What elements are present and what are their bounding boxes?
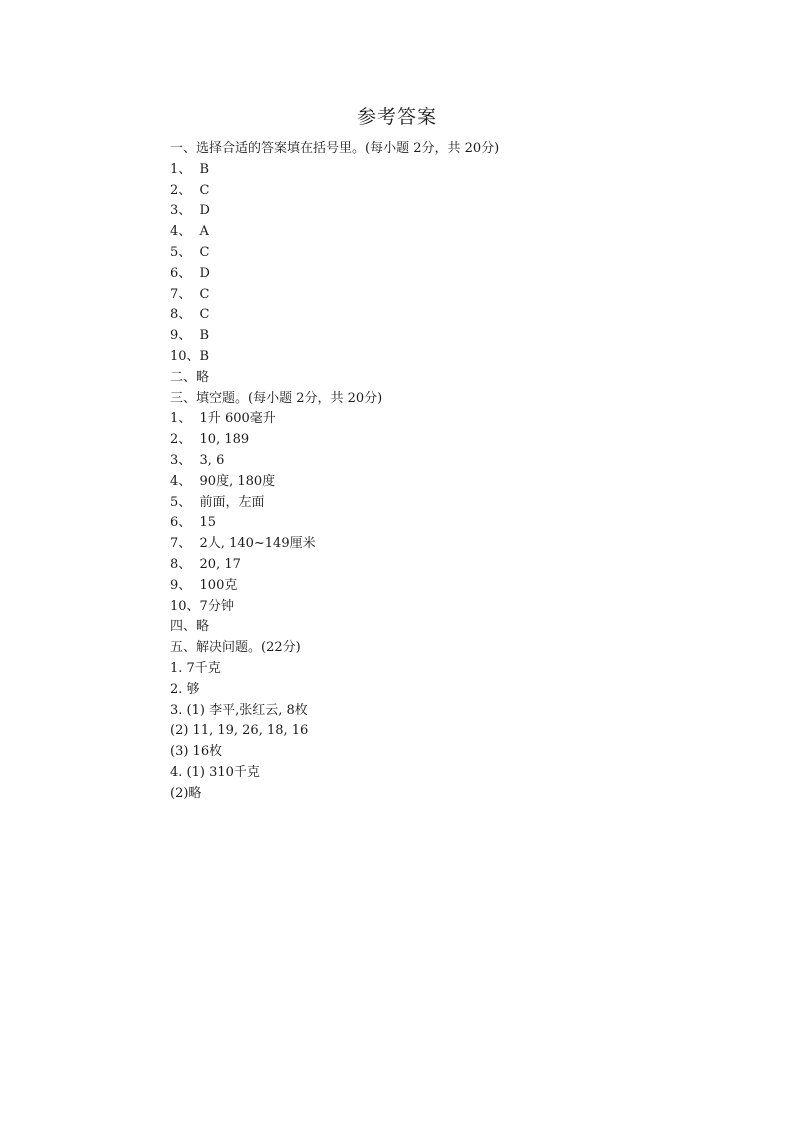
section-2-heading: 二、略 [170, 369, 210, 385]
page-title: 参考答案 [356, 106, 437, 128]
answer-line: 2. 够 [170, 681, 200, 697]
answer-line: 4. (1) 310千克 [170, 764, 260, 780]
answer-line: 9、 B [170, 328, 210, 344]
answer-line: 7、 2人, 140~149厘米 [170, 536, 316, 552]
answer-line: 1. 7千克 [170, 660, 221, 676]
answer-line: 8、 20, 17 [170, 556, 241, 572]
answer-list [170, 139, 499, 805]
answer-line: 6、 15 [170, 515, 217, 531]
answer-line: (2) 11, 19, 26, 18, 16 [170, 723, 309, 739]
answer-line: 3. (1) 李平,张红云, 8枚 [170, 702, 308, 718]
answer-line: 10、B [170, 348, 210, 364]
answer-line: 5、 C [170, 244, 210, 260]
answer-line: 4、 A [170, 224, 209, 240]
answer-line: 2、 10, 189 [170, 432, 250, 448]
answer-line: 8、 C [170, 307, 210, 323]
section-5-heading: 五、解决问题。(22分) [170, 640, 301, 656]
section-4-heading: 四、略 [170, 619, 210, 635]
answer-line: 1、 1升 600毫升 [170, 411, 276, 427]
answer-line: 10、7分钟 [170, 598, 234, 614]
section-1-heading: 一、选择合适的答案填在括号里。(每小题 2分，共 20分) [170, 141, 500, 156]
answer-line: 3、 3, 6 [170, 452, 225, 468]
answer-line: 4、 90度, 180度 [170, 473, 276, 489]
answer-line: 1、 B [170, 161, 210, 177]
section-3-heading: 三、填空题。(每小题 2分，共 20分) [170, 390, 383, 406]
answer-line: (3) 16枚 [170, 744, 223, 760]
answer-line: 5、 前面，左面 [170, 494, 265, 510]
answer-line: 6、 D [170, 265, 210, 281]
answer-line: 7、 C [170, 286, 210, 302]
answer-line: (2)略 [170, 785, 202, 801]
answer-line: 2、 C [170, 182, 210, 198]
answer-line: 9、 100克 [170, 577, 238, 593]
answer-line: 3、 D [170, 203, 210, 219]
